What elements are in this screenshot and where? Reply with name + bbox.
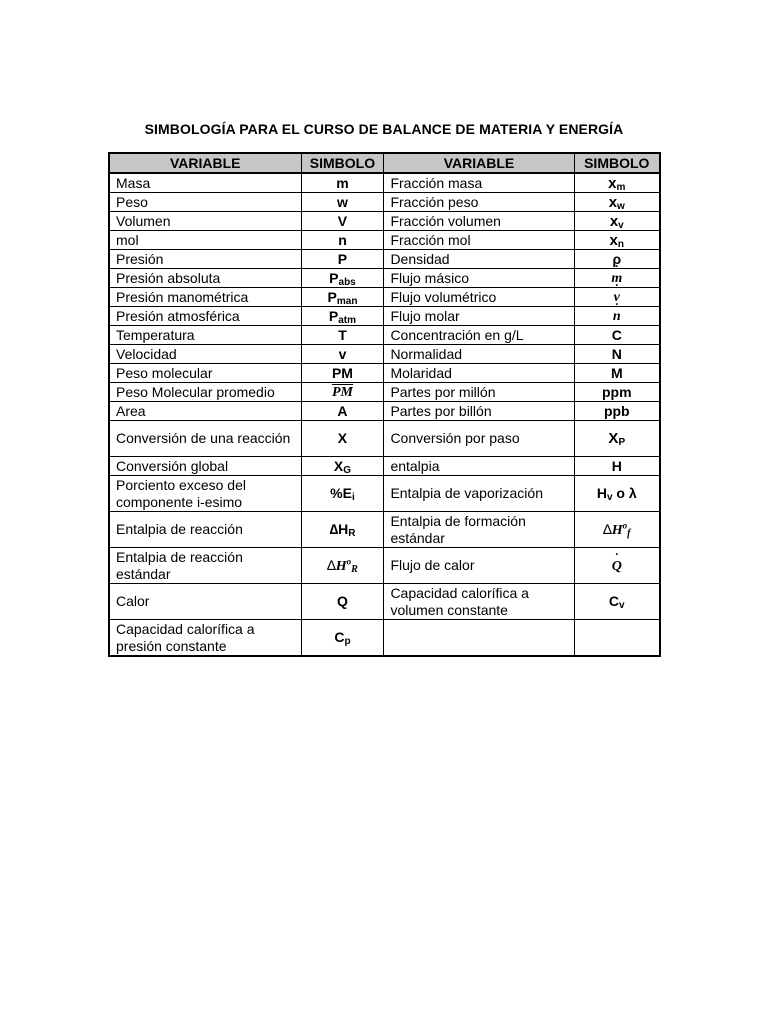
dot-q-symbol: ˙ Q — [612, 558, 622, 575]
dot-v-symbol: ˙ v — [614, 289, 620, 306]
symbol-subscript: R — [351, 563, 358, 575]
symbol-cell — [301, 212, 384, 231]
symbol-cell — [301, 307, 384, 326]
table-row — [109, 288, 660, 307]
symbol-text: M — [610, 364, 623, 381]
symbol-subscript: v — [619, 600, 625, 611]
symbol-text: x — [608, 174, 617, 192]
variable-cell: Fracción masa — [384, 173, 574, 193]
header-simbolo-1: SIMBOLO — [301, 153, 384, 173]
symbol-cell — [574, 457, 660, 476]
symbol-subscript: P — [618, 437, 626, 448]
symbol-cell — [301, 193, 384, 212]
table-row — [109, 193, 660, 212]
symbol-text: A — [337, 402, 348, 419]
symbol-subscript: R — [348, 528, 356, 539]
symbol-cell — [574, 476, 660, 512]
symbol-subscript: i — [351, 492, 355, 503]
variable-cell: Peso molecular — [109, 364, 301, 383]
variable-cell: Flujo molar — [384, 307, 574, 326]
symbol-text: X — [608, 430, 619, 447]
symbol-cell — [574, 620, 660, 657]
variable-cell: Presión absoluta — [109, 269, 301, 288]
variable-cell: Fracción volumen — [384, 212, 574, 231]
symbol-cell — [574, 193, 660, 212]
symbol-cell — [301, 548, 384, 584]
table-row — [109, 548, 660, 584]
variable-cell: Presión manométrica — [109, 288, 301, 307]
symbol-text: N — [611, 345, 622, 362]
symbol-cell — [574, 173, 660, 193]
table-row — [109, 231, 660, 250]
symbol-text: V — [337, 212, 348, 229]
variable-cell: Flujo másico — [384, 269, 574, 288]
table-row — [109, 620, 660, 657]
symbol-cell — [301, 512, 384, 548]
symbol-text: H — [611, 457, 622, 474]
symbol-cell — [301, 421, 384, 457]
variable-cell: Capacidad calorífica a presión constante — [109, 620, 301, 657]
table-row — [109, 326, 660, 345]
variable-cell: Volumen — [109, 212, 301, 231]
table-row — [109, 250, 660, 269]
variable-cell: Conversión por paso — [384, 421, 574, 457]
header-variable-2: VARIABLE — [384, 153, 574, 173]
variable-cell: Area — [109, 402, 301, 421]
symbology-table — [108, 152, 661, 657]
variable-cell: Presión — [109, 250, 301, 269]
symbol-subscript: w — [617, 200, 625, 212]
variable-cell: Densidad — [384, 250, 574, 269]
symbol-subscript: man — [336, 295, 358, 307]
table-row — [109, 402, 660, 421]
symbol-cell — [301, 345, 384, 364]
symbol-cell — [574, 512, 660, 548]
variable-cell: Peso — [109, 193, 301, 212]
symbol-subscript: v — [618, 219, 624, 231]
symbol-text: C — [608, 593, 620, 609]
dot-n-symbol: ˙ n — [613, 308, 621, 325]
variable-cell: Entalpia de vaporización — [384, 476, 574, 512]
symbol-cell — [301, 326, 384, 345]
pm-average-symbol: $\overline{PM}$ — [331, 385, 353, 400]
symbol-text: H — [596, 485, 607, 501]
h-formation-symbol: H — [611, 522, 623, 538]
symbol-cell — [301, 383, 384, 402]
variable-cell: Concentración en g/L — [384, 326, 574, 345]
symbol-cell — [574, 364, 660, 383]
symbol-subscript: G — [343, 464, 352, 476]
symbol-cell — [301, 250, 384, 269]
table-row — [109, 476, 660, 512]
table-row — [109, 345, 660, 364]
symbol-cell — [574, 326, 660, 345]
symbol-text: n — [338, 231, 347, 248]
symbol-text: PM — [331, 364, 353, 381]
variable-cell: Temperatura — [109, 326, 301, 345]
symbol-cell — [574, 231, 660, 250]
symbol-cell — [574, 402, 660, 421]
variable-cell — [384, 620, 574, 657]
header-variable-1: VARIABLE — [109, 153, 301, 173]
variable-cell: Velocidad — [109, 345, 301, 364]
symbol-subscript: v — [606, 492, 613, 503]
symbol-cell — [301, 173, 384, 193]
rho-symbol: ρ — [612, 250, 622, 267]
table-row — [109, 457, 660, 476]
symbol-text: P — [327, 288, 337, 305]
variable-cell: Flujo de calor — [384, 548, 574, 584]
symbol-text: ppm — [601, 383, 632, 400]
header-row — [109, 153, 660, 173]
delta-symbol: ∆ — [327, 556, 336, 573]
symbol-subscript: atm — [338, 314, 357, 326]
symbol-text: P — [328, 307, 339, 324]
delta-symbol: ∆ — [603, 520, 612, 537]
symbol-cell — [301, 476, 384, 512]
dot-m-symbol: ˙ m — [611, 270, 622, 287]
variable-cell: Presión atmosférica — [109, 307, 301, 326]
symbol-cell — [301, 231, 384, 250]
symbol-subscript: n — [617, 238, 624, 250]
symbol-cell — [301, 584, 384, 620]
symbol-text: w — [337, 193, 348, 210]
document-title: SIMBOLOGÍA PARA EL CURSO DE BALANCE DE MATERIA Y ENERGÍA — [144, 121, 624, 137]
variable-cell: Entalpia de reacción — [109, 512, 301, 548]
symbol-text: P — [337, 250, 348, 267]
table-row — [109, 364, 660, 383]
symbol-subscript: abs — [338, 276, 356, 288]
variable-cell: Flujo volumétrico — [384, 288, 574, 307]
header-simbolo-2: SIMBOLO — [574, 153, 660, 173]
variable-cell: mol — [109, 231, 301, 250]
variable-cell: Calor — [109, 584, 301, 620]
symbol-cell — [301, 269, 384, 288]
variable-cell: Conversión de una reacción — [109, 421, 301, 457]
table-row — [109, 512, 660, 548]
table-row — [109, 269, 660, 288]
symbol-text: C — [611, 326, 622, 343]
symbol-cell — [301, 620, 384, 657]
symbol-cell — [301, 457, 384, 476]
table-row — [109, 307, 660, 326]
variable-cell: Partes por billón — [384, 402, 574, 421]
symbol-text: P — [329, 269, 339, 286]
standard-superscript: o — [622, 519, 628, 530]
variable-cell: Entalpia de formación estándar — [384, 512, 574, 548]
table-row — [109, 383, 660, 402]
symbol-text: x — [609, 231, 618, 249]
symbol-text: T — [338, 326, 347, 343]
table-row — [109, 173, 660, 193]
variable-cell: Fracción peso — [384, 193, 574, 212]
h-reaction-symbol: H — [335, 558, 347, 574]
symbol-text: X — [337, 430, 348, 446]
symbol-text: v — [338, 345, 347, 362]
symbol-text: m — [336, 174, 349, 191]
symbol-cell — [301, 364, 384, 383]
variable-cell: Peso Molecular promedio — [109, 383, 301, 402]
standard-superscript: o — [346, 555, 352, 566]
symbol-cell — [574, 548, 660, 584]
symbol-subscript: f — [627, 527, 631, 539]
variable-cell: Masa — [109, 173, 301, 193]
variable-cell: entalpia — [384, 457, 574, 476]
lambda-symbol: o λ — [612, 485, 637, 501]
symbol-cell — [301, 402, 384, 421]
symbol-text: C — [334, 629, 345, 645]
variable-cell: Normalidad — [384, 345, 574, 364]
symbol-cell — [574, 584, 660, 620]
symbol-text: Q — [337, 593, 348, 609]
symbol-text: x — [608, 193, 618, 211]
variable-cell: Molaridad — [384, 364, 574, 383]
symbol-cell — [574, 212, 660, 231]
variable-cell: Entalpia de reacción estándar — [109, 548, 301, 584]
symbol-cell — [301, 288, 384, 307]
variable-cell: Conversión global — [109, 457, 301, 476]
symbol-subscript: p — [344, 636, 351, 647]
symbol-subscript: m — [616, 181, 626, 193]
variable-cell: Capacidad calorífica a volumen constante — [384, 584, 574, 620]
symbol-text: ppb — [603, 402, 630, 419]
variable-cell: Partes por millón — [384, 383, 574, 402]
symbol-text: ∆H — [329, 521, 349, 537]
symbol-cell — [574, 345, 660, 364]
symbol-text: %E — [330, 485, 352, 501]
symbol-cell — [574, 383, 660, 402]
symbol-text: x — [609, 212, 619, 230]
symbol-text: X — [333, 457, 344, 474]
table-row — [109, 421, 660, 457]
symbol-cell — [574, 307, 660, 326]
symbol-cell — [574, 421, 660, 457]
variable-cell: Porciento exceso del componente i-esimo — [109, 476, 301, 512]
variable-cell: Fracción mol — [384, 231, 574, 250]
table-row — [109, 212, 660, 231]
table-row — [109, 584, 660, 620]
